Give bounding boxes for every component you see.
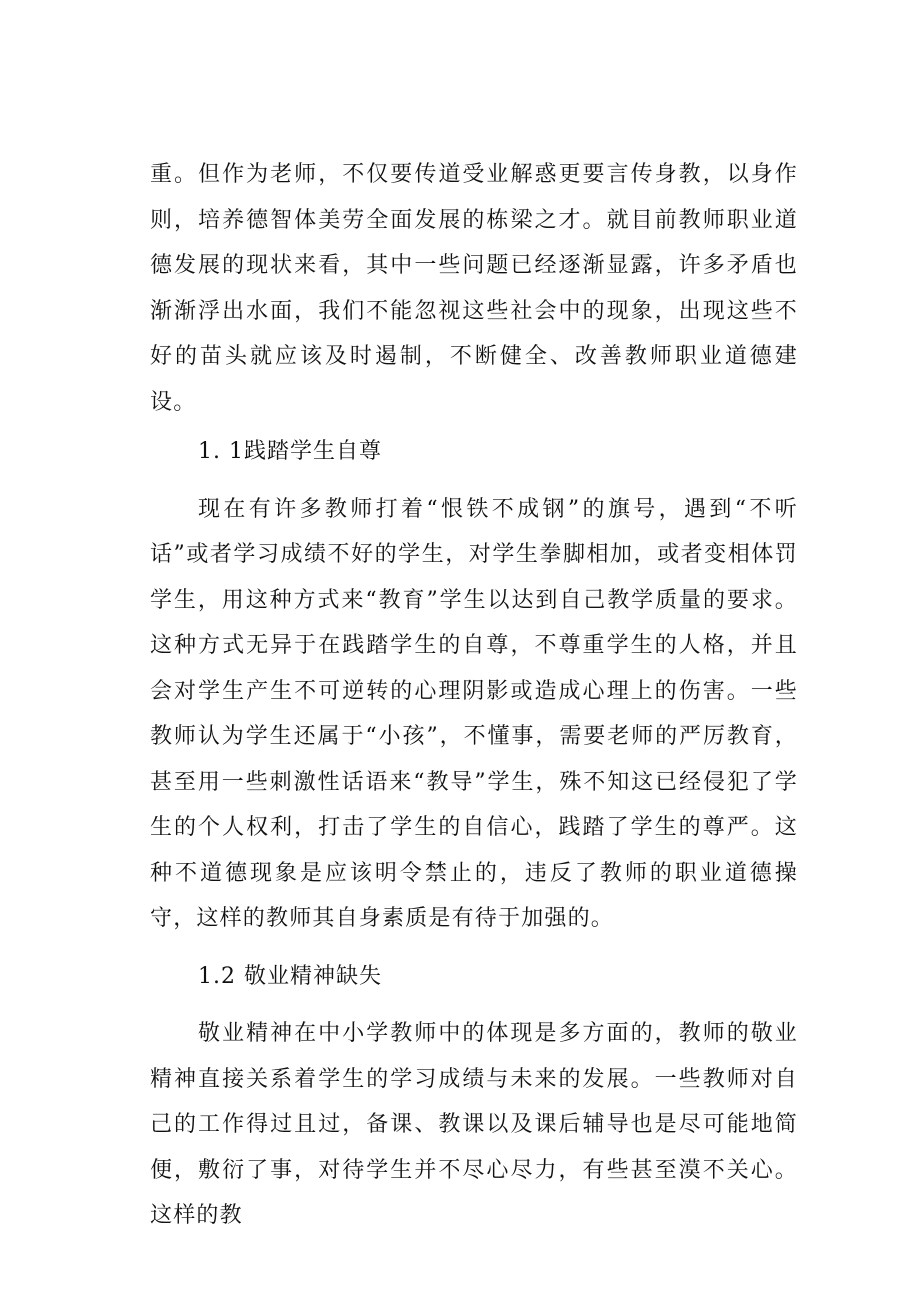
continued-paragraph: 重。但作为老师，不仅要传道受业解惑更要言传身教，以身作则，培养德智体美劳全面发展的栋梁之才。就目前教师职业道德发展的现状来看，其中一些问题已经逐渐显露，许多矛盾也渐渐浮出水面，我们不能忽视这些社会中的现象，出现这些不好的苗头就应该及时遏制，不断健全、改善教师职业道德建设。 xyxy=(150,162,798,415)
section-1-2-paragraph: 敬业精神在中小学教师中的体现是多方面的，教师的敬业精神直接关系着学生的学习成绩与未来的发展。一些教师对自己的工作得过且过，备课、教课以及课后辅导也是尽可能地简便，敷衍了事，对待学生并不尽心尽力，有些甚至漠不关心。这样的教 xyxy=(150,1021,798,1228)
section-heading-1-1: 1. 1践踏学生自尊 xyxy=(198,439,382,464)
section-1-1-paragraph: 现在有许多教师打着“恨铁不成钢”的旗号，遇到“不听话”或者学习成绩不好的学生，对学生拳脚相加，或者变相体罚学生，用这种方式来“教育”学生以达到自己教学质量的要求。这种方式无异于在践踏学生的自尊，不尊重学生的人格，并且会对学生产生不可逆转的心理阴影或造成心理上的伤害。一些教师认为学生还属于“小孩”，不懂事，需要老师的严厉教育，甚至用一些刺激性话语来“教导”学生，殊不知这已经侵犯了学生的个人权利，打击了学生的自信心，践踏了学生的尊严。这种不道德现象是应该明令禁止的，违反了教师的职业道德操守，这样的教师其自身素质是有待于加强的。 xyxy=(150,496,798,931)
document-body xyxy=(150,152,798,1239)
section-heading-1-2: 1.2 敬业精神缺失 xyxy=(198,963,382,989)
